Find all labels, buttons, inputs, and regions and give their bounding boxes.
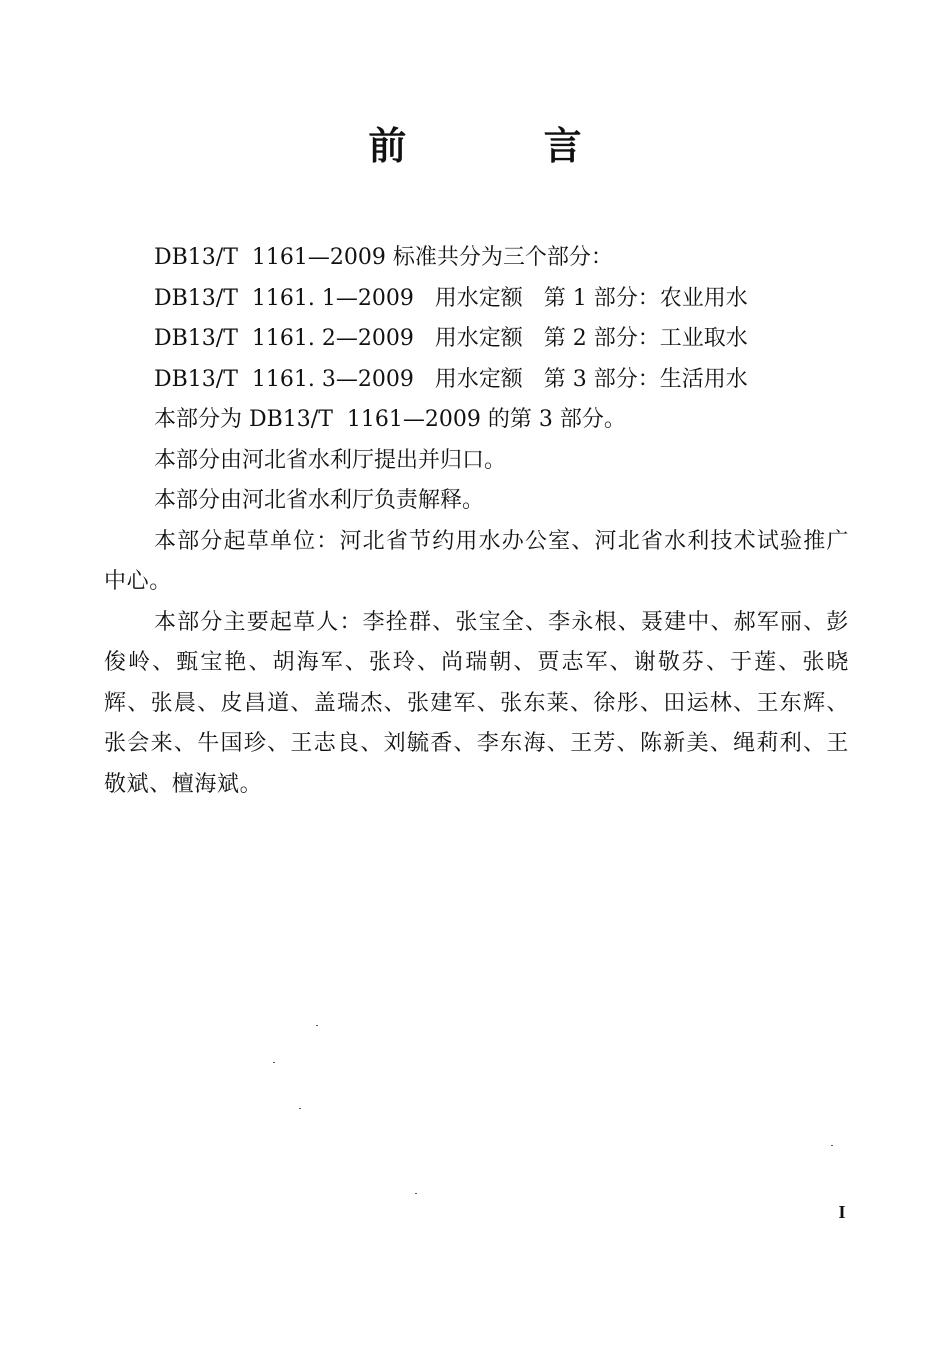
drafting-units-paragraph: 本部分起草单位：河北省节约用水办公室、河北省水利技术试验推广中心。 bbox=[104, 528, 849, 594]
part-statement: 本部分为 DB13/T 1161—2009 的第 3 部分。 bbox=[154, 407, 626, 432]
standard-part-1: DB13/T 1161. 1—2009 用水定额 第 1 部分：农业用水 bbox=[154, 285, 748, 311]
standard-part-2: DB13/T 1161. 2—2009 用水定额 第 2 部分：工业取水 bbox=[154, 326, 748, 351]
scan-speck bbox=[273, 1062, 275, 1063]
scan-speck bbox=[415, 1193, 417, 1194]
proposer-statement: 本部分由河北省水利厅提出并归口。 bbox=[154, 447, 507, 473]
preface-body bbox=[104, 238, 849, 805]
page-title: 前 言 bbox=[368, 124, 644, 168]
page-number: I bbox=[838, 1202, 846, 1222]
scan-speck bbox=[316, 1025, 318, 1026]
standard-parts-intro: DB13/T 1161—2009 标准共分为三个部分： bbox=[154, 245, 613, 270]
drafters-paragraph: 本部分主要起草人：李拴群、张宝全、李永根、聂建中、郝军丽、彭俊岭、甄宝艳、胡海军、张玲、尚瑞朝、贾志军、谢敬芬、于莲、张晓辉、张晨、皮昌道、盖瑞杰、张建军、张东莱、徐彤、田运林、王东辉、张会来、牛国珍、王志良、刘毓香、李东海、王芳、陈新美、绳莉利、王敬斌、檀海斌。 bbox=[104, 609, 849, 797]
interpretation-statement: 本部分由河北省水利厅负责解释。 bbox=[154, 488, 485, 513]
standard-part-3: DB13/T 1161. 3—2009 用水定额 第 3 部分：生活用水 bbox=[154, 366, 748, 392]
scan-speck bbox=[831, 1145, 833, 1146]
scan-speck bbox=[299, 1108, 301, 1109]
